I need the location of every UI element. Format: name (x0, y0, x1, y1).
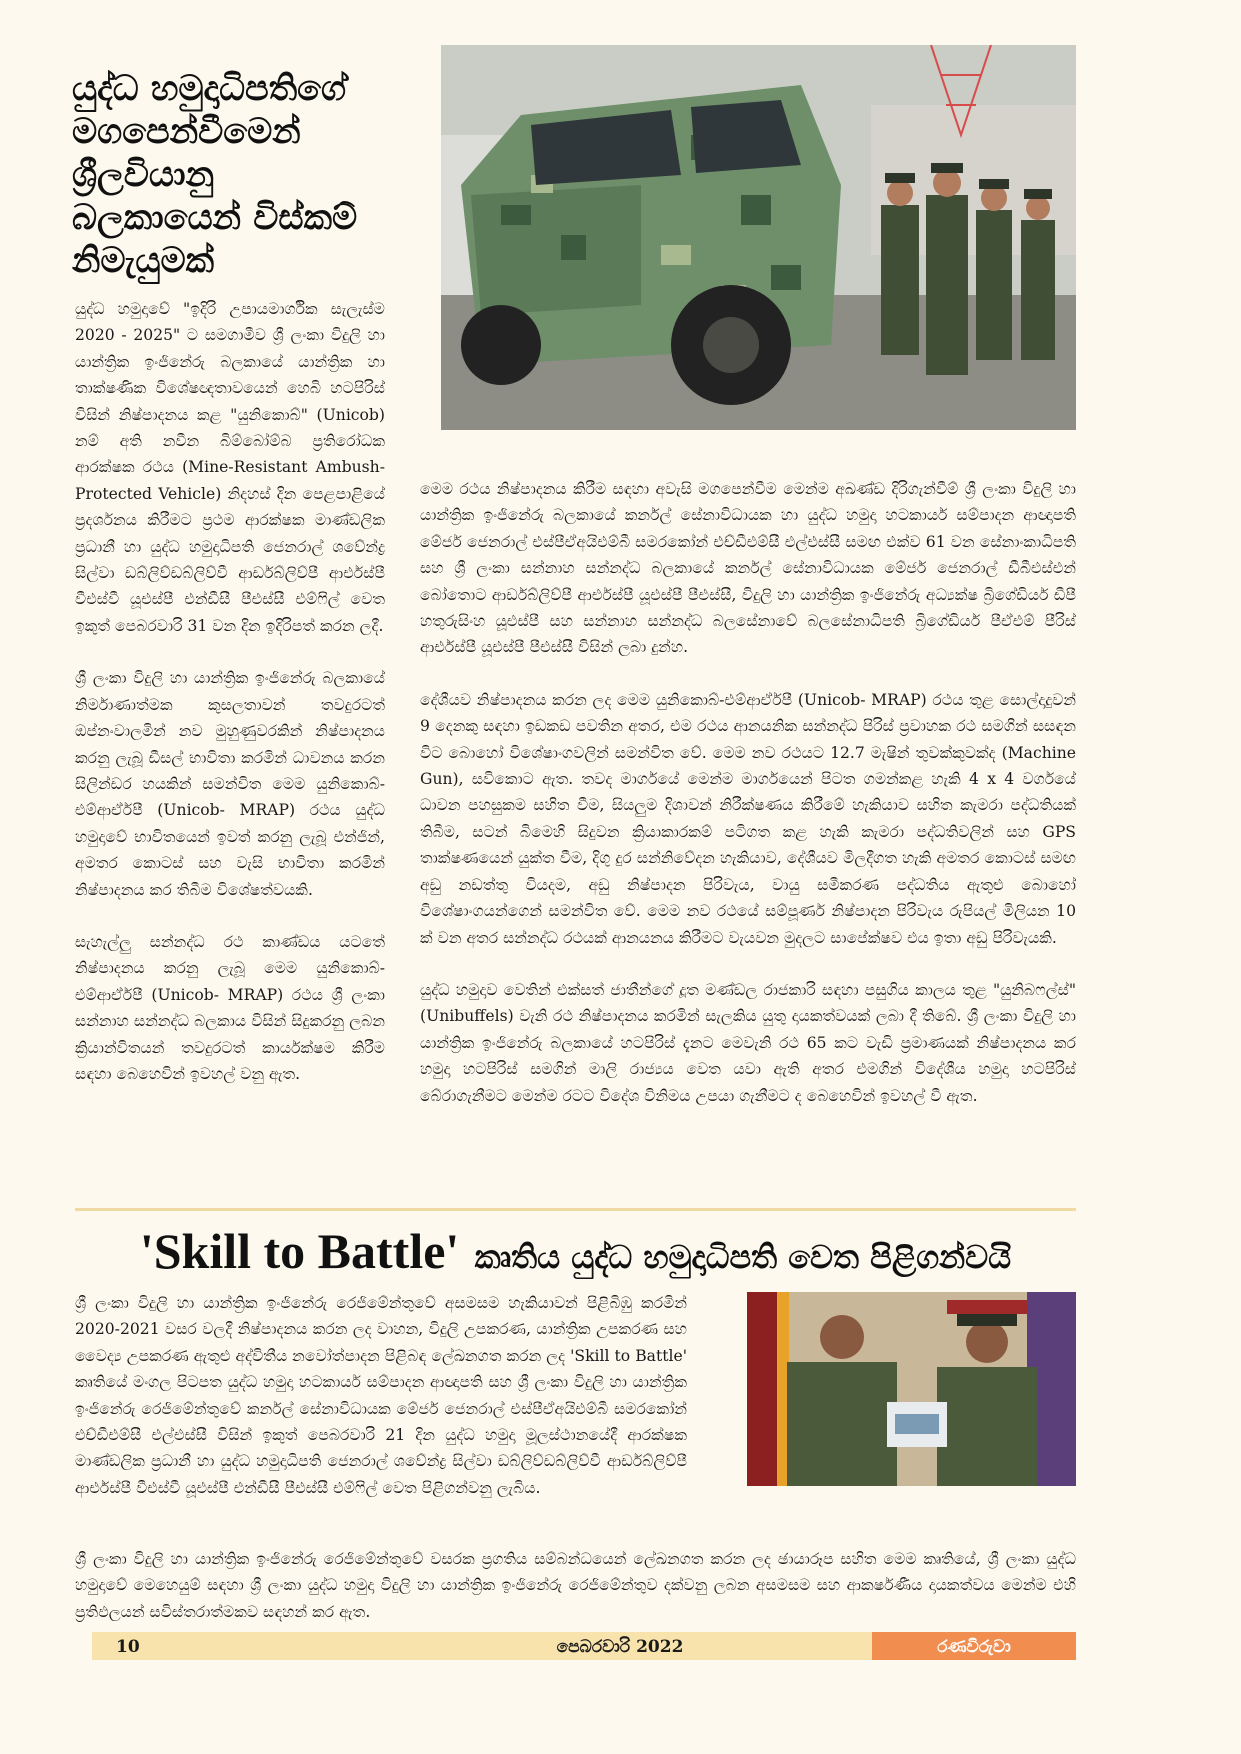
section-divider (75, 1208, 1076, 1211)
paragraph: දේශීයව නිෂ්පාදනය කරන ලද මෙම යුනිකොබ්-එම්ආර්ඒපී (Unicob- MRAP) රථය තුළ සොල්දාදුවන් 9 දෙනකු සඳහා ඉඩකඩ පවතින අතර, එම රථය ආනයනික සන්නද්ධ පිරිස් ප්‍රවාහක රථ සමගින් සසඳන විට බොහෝ විශේෂාංගවලින් සමන්විත වේ. මෙම නව රථයට 12.7 මැෂින් තුවක්කුවක්ද (Machine Gun), සවිකොට ඇත. තවද මාර්ගයේ මෙන්ම මාර්ගයෙන් පිටත ගමන්කළ හැකි 4 x 4 වර්ගයේ ධාවන පහසුකම සහිත වීම, සියලුම දිශාවන් නිරීක්ෂණය කිරීමේ හැකියාව සහිත කැමරා පද්ධතියක් තිබීම, සටන් බිමෙහි සිදුවන ක්‍රියාකාරකම් පටිගත කළ හැකි කැමරා පද්ධතිවලින් සහ GPS තාක්ෂණයෙන් යුක්ත වීම, දිගු දුර සන්නිවේදන හැකියාව, දේශීයව මිලදීගත හැකි අමතර කොටස් සමඟ අඩු නඩත්තු වියදම, අඩු නිෂ්පාදන පිරිවැය, වායු සමීකරණ පද්ධතිය ඇතුළු බොහෝ විශේෂාංගයන්ගෙන් සමන්විත වේ. මෙම නව රථයේ සම්පූර්ණ නිෂ්පාදන පිරිවැය රුපියල් මිලියන 10 ක් වන අතර සන්නද්ධ රථයක් ආනයනය කිරීමට වැයවන මුදලට සාපේක්ෂව එය ඉතා අඩු පිරිවැයකි. (420, 690, 1076, 947)
article-right-column (420, 476, 1076, 1135)
article-headline: යුද්ධ හමුදාධිපතිගේ මගපෙන්වීමෙන් ශ්‍රීලවියානු බලකායෙන් විස්කම් නිමැයුමක් (72, 69, 358, 281)
headline-english: 'Skill to Battle' (139, 1223, 460, 1279)
paragraph: සැහැල්ලු සන්නද්ධ රථ කාණ්ඩය යටතේ නිෂ්පාදනය කරනු ලැබූ මෙම යුනිකොබ්-එම්ආර්ඒපී (Unicob- MRAP) රථය ශ්‍රී ලංකා සන්නාහ සන්නද්ධ බලකාය විසින් සිදුකරනු ලබන ක්‍රියාන්විතයන් තවදුරටත් කාර්යක්ෂම කිරීම සඳහා බෙහෙවින් ඉවහල් වනු ඇත. (75, 932, 385, 1083)
issue-date: පෙබරවාරි 2022 (556, 1637, 684, 1657)
vehicle-photo (441, 45, 1076, 430)
paragraph: ශ්‍රී ලංකා විදුලි හා යාන්ත්‍රික ඉංජිනේරු බලකායේ නිර්මාණාත්මක කුසලතාවන් තවදුරටත් ඔප්නංවාලමින් නව මුහුණුවරකින් නිෂ්පාදනය කරනු ලැබූ ඩීසල් භාවිතා කරමින් ධාවනය කරන සිලින්ඩර හයකින් සමන්විත මෙම යුනිකොබ්-එම්ආර්ඒපී (Unicob- MRAP) රථය යුද්ධ හමුදාවේ භාවිතයෙන් ඉවත් කරනු ලැබූ එන්ජින්, අමතර කොටස් සහ වැසි භාවිතා කරමින් නිෂ්පාදනය කර තිබීම විශේෂත්වයකි. (75, 669, 385, 899)
article2-column (75, 1290, 687, 1527)
book-handover-photo (747, 1292, 1076, 1486)
paragraph: මෙම රථය නිෂ්පාදනය කිරීම සඳහා අවැසි මගපෙන්වීම මෙන්ම අඛණ්ඩ දිරිගැන්වීම් ශ්‍රී ලංකා විදුලි හා යාන්ත්‍රික ඉංජිනේරු බලකායේ කර්නල් සේනාවිධායක හා යුද්ධ හමුදා හටකාර්ය සම්පාදන ආඥාපති මේජර් ජෙනරාල් එස්පීඒඅයිඑම්බී සමරකෝන් එච්ඩීඑම්සී එල්එස්සී සමඟ එක්ව 61 වන සේනාංකාධිපති සහ ශ්‍රී ලංකා සන්නාහ සන්නද්ධ බලකායේ කර්නල් සේනාවිධායක මේජර් ජෙනරාල් ඩීබීඑස්එන් බෝතොට ආර්ඩබ්ලිව්පී ආර්එස්පී යූඑස්පී පීඑස්සී, විදුලි හා යාන්ත්‍රික ඉංජිනේරු අධ්‍යක්ෂ බ්‍රිගේඩියර් ඩීපී හතුරුසිංහ යූඑස්පී සහ සන්නාහ සන්නද්ධ බලසේනාවේ බලසේනාධිපති බ්‍රිගේඩියර් පීඒඑම් පීරිස් ආර්එස්පී යූඑස්පී පීඑස්සී විසින් ලබා දුන්හ. (420, 480, 1076, 657)
magazine-name: රණවිරුවා (937, 1637, 1011, 1657)
article-left-column (75, 296, 385, 1113)
paragraph: ශ්‍රී ලංකා විදුලි හා යාන්ත්‍රික ඉංජිනේරු රෙජිමේන්තුවේ වසරක ප්‍රගතිය සම්බන්ධයෙන් ලේඛනගත කරන ලද ඡායාරූප සහිත මෙම කෘතියේ, ශ්‍රී ලංකා යුද්ධ හමුදාවේ මෙහෙයුම් සඳහා ශ්‍රී ලංකා යුද්ධ හමුදා විදුලි හා යාන්ත්‍රික ඉංජිනේරු රෙජිමේන්තුව දක්වනු ලබන අසමසම සහ ආකර්ෂණීය දායකත්වය මෙන්ම එහි ප්‍රතිඵලයන් සවිස්තරාත්මකව සඳහන් කර ඇත. (75, 1550, 1076, 1621)
article2-headline (75, 1222, 1076, 1280)
footer-bar (92, 1632, 872, 1660)
paragraph: ශ්‍රී ලංකා විදුලි හා යාන්ත්‍රික ඉංජිනේරු රෙජිමේන්තුවේ අසමසම හැකියාවන් පිළිබිඹු කරමින් 2020-2021 වසර වලදී නිෂ්පාදනය කරන ලද වාහන, විදුලි උපකරණ, යාන්ත්‍රික උපකරණ සහ වෛද්‍ය උපකරණ ඇතුළු අද්විතීය නවෝත්පාදන පිළිබඳ ලේඛනගත කරන ලද 'Skill to Battle' කෘතියේ මංගල පිටපත යුද්ධ හමුදා හටකාර්ය සම්පාදන ආඥාපති සහ ශ්‍රී ලංකා විදුලි හා යාන්ත්‍රික ඉංජිනේරු රෙජිමේන්තුවේ කර්නල් සේනාවිධායක මේජර් ජෙනරාල් එස්පීඒඅයිඑම්බී සමරකෝන් එච්ඩීඑම්සී එල්එස්සී විසින් ඉකුත් පෙබරවාරි 21 දින යුද්ධ හමුදා මූලස්ථානයේදී ආරක්ෂක මාණ්ඩලික ප්‍රධානී හා යුද්ධ හමුදාධිපති ජෙනරාල් ශවේන්ද්‍ර සිල්වා ඩබ්ලිව්ඩබ්ලිව්වී ආර්ඩබ්ලිව්පී ආර්එස්පී වීඑස්වී යූඑස්පී එන්ඩීසී පීඑස්සී එම්ෆිල් වෙත පිළිගන්වනු ලැබිය. (75, 1294, 687, 1497)
page-number: 10 (116, 1637, 140, 1657)
paragraph: යුද්ධ හමුදාව වෙතින් එක්සත් ජාතීන්ගේ දූත මණ්ඩල රාජකාරි සඳහා පසුගිය කාලය තුළ "යුනිබෆල්ස්" (Unibuffels) වැනි රථ නිෂ්පාදනය කරමින් සැලකිය යුතු දායකත්වයක් ලබා දී තිබේ. ශ්‍රී ලංකා විදුලි හා යාන්ත්‍රික ඉංජිනේරු බලකායේ හටපිරිස් දැනට මෙවැනි රථ 65 කට වැඩි ප්‍රමාණයක් නිෂ්පාදනය කර හමුදා හටපිරිස් සමගින් මාලි රාජ්‍යය වෙත යවා ඇති අතර එමගින් විදේශීය හමුදා හටපිරිස් බේරාගැනීමට මෙන්ම රටට විදේශ විනිමය උපයා ගැනීමට ද බෙහෙවින් ඉවහල් වී ඇත. (420, 980, 1076, 1105)
paragraph: යුද්ධ හමුදාවේ "ඉදිරි උපායමාර්ගික සැලැස්ම 2020 - 2025" ට සමගාමීව ශ්‍රී ලංකා විදුලි හා යාන්ත්‍රික ඉංජිනේරු බලකායේ යාන්ත්‍රික හා තාක්ෂණික විශේෂඥතාවයෙන් හෙබි හටපිරිස් විසින් නිෂ්පාදනය කළ "යුනිකොබ්" (Unicob) නම් අති නවීන බිම්බෝම්බ ප්‍රතිරෝධක ආරක්ෂක රථය (Mine-Resistant Ambush-Protected Vehicle) නිදහස් දින පෙළපාළියේ ප්‍රදර්ශනය කිරීමට ප්‍රථම ආරක්ෂක මාණ්ඩලික ප්‍රධානී හා යුද්ධ හමුදාධිපති ජෙනරාල් ශවේන්ද්‍ර සිල්වා ඩබ්ලිව්ඩබ්ලිව්වී ආර්ඩබ්ලිව්පී ආර්එස්පී වීඑස්වී යූඑස්පී එන්ඩීසී පීඑස්සී එම්ෆිල් වෙත ඉකුත් පෙබරවාරි 31 වන දින ඉදිරිපත් කරන ලදී. (75, 300, 385, 635)
headline-sinhala: කෘතිය යුද්ධ හමුදාධිපති වෙත පිළිගන්වයි (474, 1238, 1012, 1276)
